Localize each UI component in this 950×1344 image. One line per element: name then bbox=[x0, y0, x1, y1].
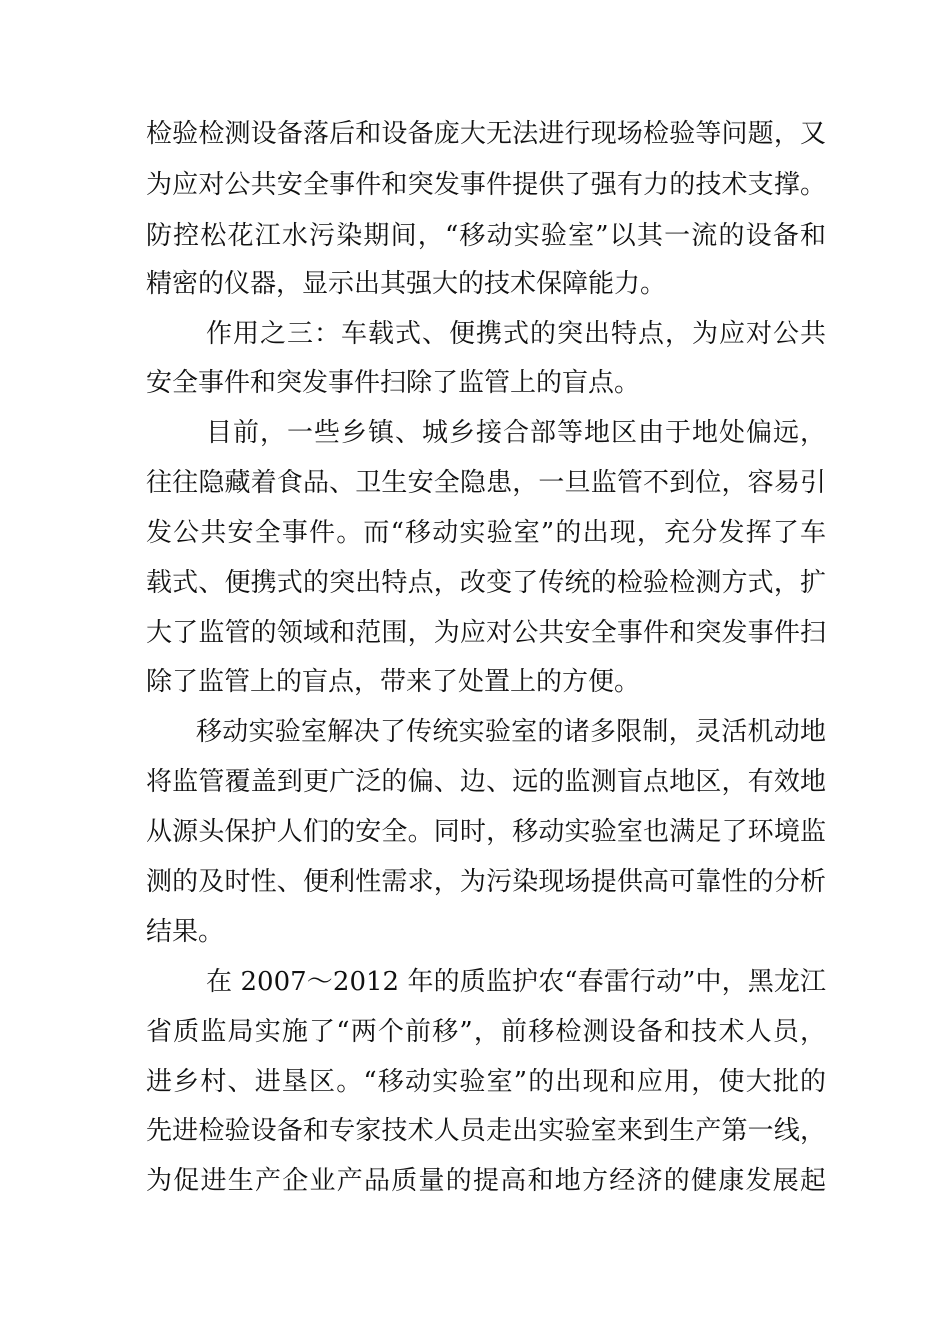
text-line: 载式、便携式的突出特点，改变了传统的检验检测方式，扩 bbox=[146, 568, 826, 598]
text-line: 精密的仪器，显示出其强大的技术保障能力。 bbox=[146, 269, 667, 299]
text-line: 检验检测设备落后和设备庞大无法进行现场检验等问题，又 bbox=[146, 119, 826, 149]
text-line: 作用之三：车载式、便携式的突出特点，为应对公共 bbox=[206, 319, 826, 349]
text-line: 结果。 bbox=[146, 917, 225, 947]
text-line: 防控松花江水污染期间，“移动实验室”以其一流的设备和 bbox=[146, 221, 826, 251]
text-line: 进乡村、进垦区。“移动实验室”的出现和应用，使大批的 bbox=[146, 1067, 826, 1097]
text-line: 测的及时性、便利性需求，为污染现场提供高可靠性的分析 bbox=[146, 867, 826, 897]
text-line: 大了监管的领域和范围，为应对公共安全事件和突发事件扫 bbox=[146, 618, 826, 648]
text-line: 将监管覆盖到更广泛的偏、边、远的监测盲点地区，有效地 bbox=[146, 767, 826, 797]
text-line: 为应对公共安全事件和突发事件提供了强有力的技术支撑。 bbox=[146, 170, 826, 200]
text-line: 发公共安全事件。而“移动实验室”的出现，充分发挥了车 bbox=[146, 518, 826, 548]
text-line: 从源头保护人们的安全。同时，移动实验室也满足了环境监 bbox=[146, 817, 826, 847]
text-line: 先进检验设备和专家技术人员走出实验室来到生产第一线， bbox=[146, 1116, 826, 1146]
text-line: 除了监管上的盲点，带来了处置上的方便。 bbox=[146, 667, 641, 697]
text-line: 安全事件和突发事件扫除了监管上的盲点。 bbox=[146, 368, 641, 398]
text-line: 省质监局实施了“两个前移”，前移检测设备和技术人员， bbox=[146, 1017, 826, 1047]
text-line: 目前，一些乡镇、城乡接合部等地区由于地处偏远， bbox=[206, 418, 826, 448]
text-line: 为促进生产企业产品质量的提高和地方经济的健康发展起 bbox=[146, 1166, 826, 1196]
text-line: 在 2007～2012 年的质监护农“春雷行动”中，黑龙江 bbox=[206, 967, 826, 997]
text-line: 往往隐藏着食品、卫生安全隐患，一旦监管不到位，容易引 bbox=[146, 468, 826, 498]
text-line: 移动实验室解决了传统实验室的诸多限制，灵活机动地 bbox=[196, 717, 826, 747]
